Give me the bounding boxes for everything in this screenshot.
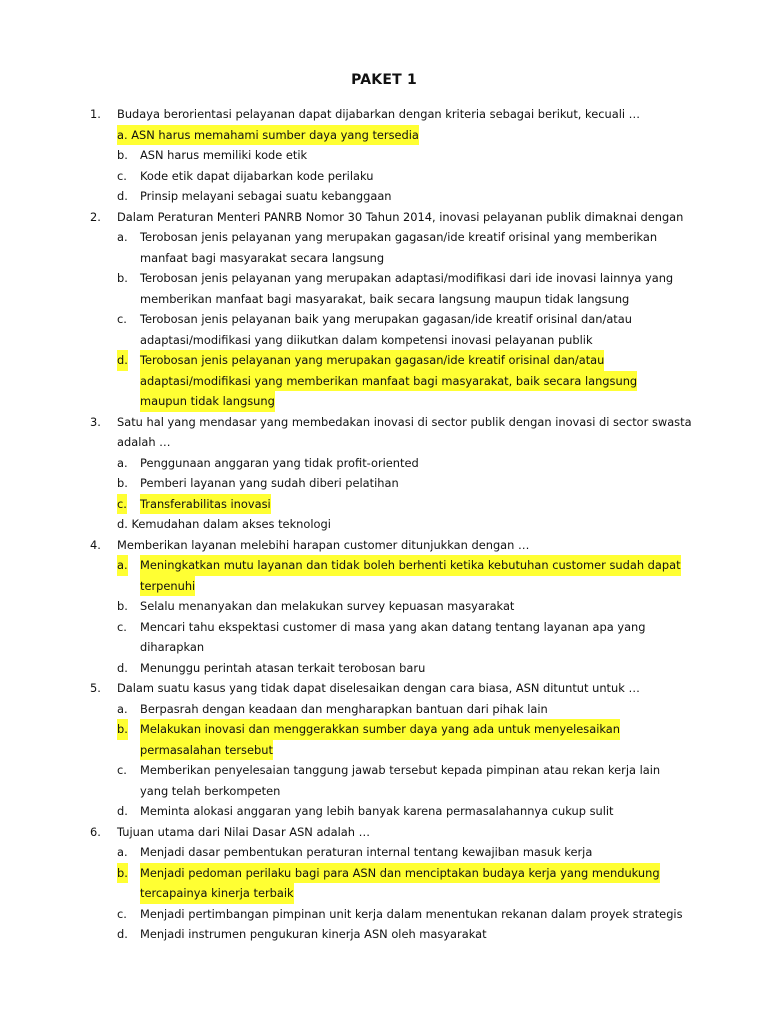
question-text: Satu hal yang mendasar yang membedakan inovasi di sector publik dengan inovasi di sector swasta	[117, 414, 692, 429]
option-text: ASN harus memiliki kode etik	[140, 148, 308, 162]
option-line	[90, 617, 690, 638]
option-text: Menjadi pedoman perilaku bagi para ASN dan menciptakan budaya kerja yang mendukung	[140, 863, 660, 884]
option-text: manfaat bagi masyarakat secara langsung	[140, 250, 385, 265]
option-line	[90, 883, 690, 904]
page-title: PAKET 1	[351, 72, 417, 88]
option-line	[90, 781, 690, 802]
question-number: 5.	[90, 681, 101, 695]
option-text: terpenuhi	[140, 576, 195, 597]
option-line	[90, 350, 690, 371]
question-line	[90, 678, 690, 699]
option-text: Meningkatkan mutu layanan dan tidak boleh berhenti ketika kebutuhan customer sudah dapat	[140, 555, 681, 576]
option-text: Terobosan jenis pelayanan yang merupakan gagasan/ide kreatif orisinal dan/atau	[140, 350, 604, 371]
option-letter: d.	[117, 350, 128, 371]
option-text: Menjadi dasar pembentukan peraturan internal tentang kewajiban masuk kerja	[140, 845, 593, 859]
option-text: Menunggu perintah atasan terkait terobosan baru	[140, 660, 426, 675]
option-line	[90, 863, 690, 884]
question-line	[90, 412, 690, 433]
option-letter: b.	[117, 599, 128, 613]
option-letter: c.	[117, 168, 127, 183]
option-text: a. ASN harus memahami sumber daya yang tersedia	[117, 125, 419, 146]
option-line	[90, 248, 690, 269]
question-text: adalah …	[117, 435, 171, 449]
option-text: Pemberi layanan yang sudah diberi pelatihan	[140, 476, 399, 490]
option-text: Terobosan jenis pelayanan baik yang merupakan gagasan/ide kreatif orisinal dan/atau	[140, 312, 632, 326]
option-text: Berpasrah dengan keadaan dan mengharapkan bantuan dari pihak lain	[140, 701, 548, 716]
option-text: Melakukan inovasi dan menggerakkan sumber daya yang ada untuk menyelesaikan	[140, 719, 620, 740]
option-letter: d.	[117, 804, 128, 818]
option-line	[90, 699, 690, 720]
option-line	[90, 637, 690, 658]
option-text: Memberikan penyelesaian tanggung jawab tersebut kepada pimpinan atau rekan kerja lain	[140, 763, 661, 777]
option-line	[90, 186, 690, 207]
option-text: Menjadi pertimbangan pimpinan unit kerja dalam menentukan rekanan dalam proyek strategis	[140, 906, 683, 921]
option-line	[90, 371, 690, 392]
option-letter: d.	[117, 660, 128, 675]
question-text: Dalam Peraturan Menteri PANRB Nomor 30 Tahun 2014, inovasi pelayanan publik dimaknai dengan	[117, 209, 684, 224]
option-letter: b.	[117, 476, 128, 490]
option-line	[90, 125, 690, 146]
question-text: Budaya berorientasi pelayanan dapat dijabarkan dengan kriteria sebagai berikut, kecuali …	[117, 107, 641, 121]
option-text: Menjadi instrumen pengukuran kinerja ASN oleh masyarakat	[140, 927, 487, 941]
option-letter: a.	[117, 555, 128, 576]
option-text: Terobosan jenis pelayanan yang merupakan gagasan/ide kreatif orisinal yang memberikan	[140, 230, 658, 244]
option-line	[90, 576, 690, 597]
option-letter: c.	[117, 763, 127, 777]
option-line	[90, 596, 690, 617]
question-number: 6.	[90, 824, 101, 839]
option-line	[90, 330, 690, 351]
question-number: 3.	[90, 414, 101, 429]
option-line	[90, 145, 690, 166]
option-letter: b.	[117, 271, 128, 285]
option-text: maupun tidak langsung	[140, 391, 275, 412]
option-letter: b.	[117, 148, 128, 162]
option-letter: c.	[117, 619, 127, 634]
option-text: adaptasi/modifikasi yang memberikan manfaat bagi masyarakat, baik secara langsung	[140, 371, 637, 392]
option-line	[90, 760, 690, 781]
option-letter: a.	[117, 230, 128, 244]
option-text: diharapkan	[140, 640, 205, 654]
option-line	[90, 268, 690, 289]
option-text: Selalu menanyakan dan melakukan survey kepuasan masyarakat	[140, 599, 515, 613]
option-line	[90, 289, 690, 310]
option-letter: a.	[117, 845, 128, 859]
option-letter: d.	[117, 189, 128, 203]
option-letter: b.	[117, 719, 128, 740]
option-line	[90, 740, 690, 761]
option-line	[90, 924, 690, 945]
option-letter: c.	[117, 312, 127, 326]
question-list	[90, 104, 690, 945]
option-letter: a.	[117, 455, 128, 470]
question-number: 1.	[90, 107, 101, 121]
option-text: memberikan manfaat bagi masyarakat, baik secara langsung maupun tidak langsung	[140, 291, 630, 306]
option-line	[90, 309, 690, 330]
option-text: yang telah berkompeten	[140, 783, 281, 798]
question-number: 4.	[90, 537, 101, 552]
option-letter: c.	[117, 906, 127, 921]
question-line	[90, 535, 690, 556]
option-letter: d.	[117, 927, 128, 941]
question-line	[90, 822, 690, 843]
option-text: permasalahan tersebut	[140, 740, 273, 761]
option-letter: a.	[117, 701, 128, 716]
option-text: Transferabilitas inovasi	[140, 494, 271, 515]
question-text: Memberikan layanan melebihi harapan customer ditunjukkan dengan …	[117, 537, 530, 552]
option-line	[90, 719, 690, 740]
option-line	[90, 801, 690, 822]
option-line	[90, 391, 690, 412]
question-text: Dalam suatu kasus yang tidak dapat diselesaikan dengan cara biasa, ASN dituntut untuk …	[117, 681, 640, 695]
option-text: Terobosan jenis pelayanan yang merupakan adaptasi/modifikasi dari ide inovasi lainnya yang	[140, 271, 674, 285]
option-text: Kode etik dapat dijabarkan kode perilaku	[140, 168, 374, 183]
question-line	[90, 432, 690, 453]
option-line	[90, 514, 690, 535]
option-line	[90, 842, 690, 863]
option-letter: c.	[117, 494, 127, 515]
question-line	[90, 207, 690, 228]
option-letter: b.	[117, 863, 128, 884]
option-text: Meminta alokasi anggaran yang lebih banyak karena permasalahannya cukup sulit	[140, 804, 614, 818]
option-line	[90, 904, 690, 925]
question-line	[90, 104, 690, 125]
option-text: Penggunaan anggaran yang tidak profit-oriented	[140, 455, 419, 470]
option-line	[90, 166, 690, 187]
option-text: adaptasi/modifikasi yang diikutkan dalam kompetensi inovasi pelayanan publik	[140, 332, 593, 347]
option-text: Mencari tahu ekspektasi customer di masa yang akan datang tentang layanan apa yang	[140, 619, 646, 634]
option-line	[90, 555, 690, 576]
option-line	[90, 473, 690, 494]
option-line	[90, 658, 690, 679]
option-text: Prinsip melayani sebagai suatu kebanggaan	[140, 189, 392, 203]
option-line	[90, 494, 690, 515]
question-number: 2.	[90, 209, 101, 224]
question-text: Tujuan utama dari Nilai Dasar ASN adalah …	[117, 824, 371, 839]
option-line	[90, 227, 690, 248]
option-text: tercapainya kinerja terbaik	[140, 883, 294, 904]
option-text: d. Kemudahan dalam akses teknologi	[117, 517, 331, 531]
option-line	[90, 453, 690, 474]
